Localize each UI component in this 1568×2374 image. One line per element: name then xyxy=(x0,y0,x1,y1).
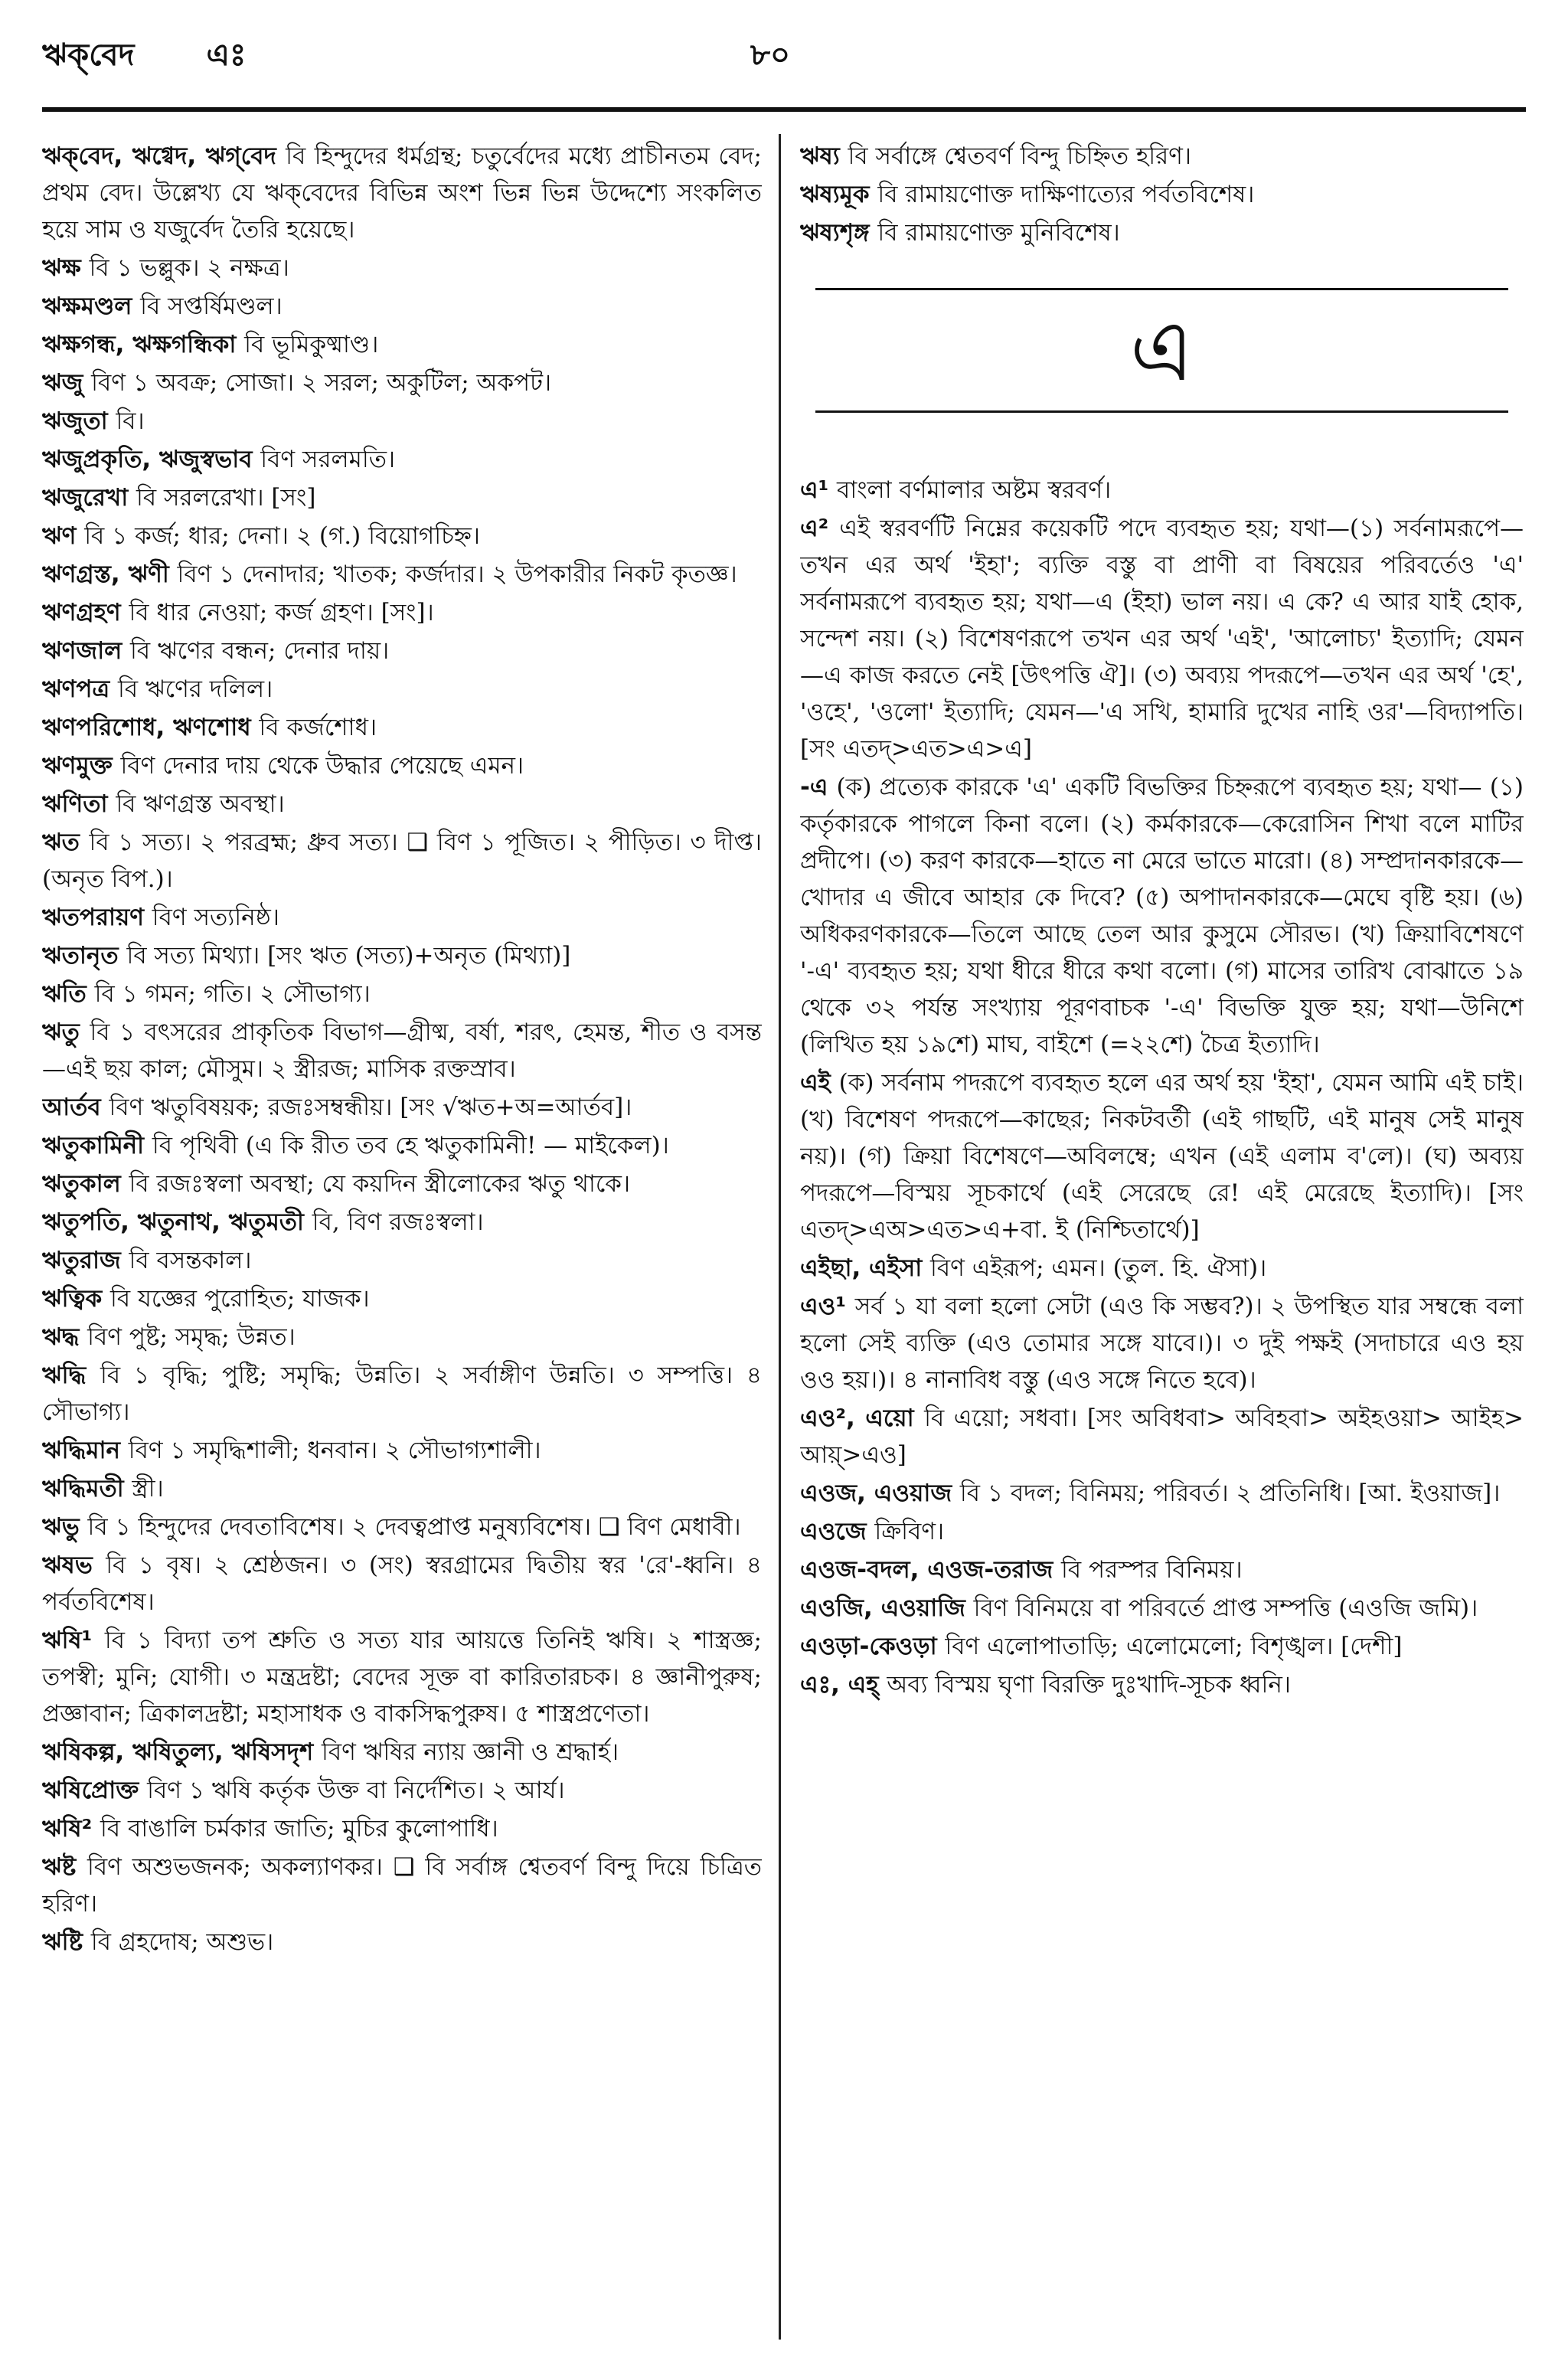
entry-definition: বি সরলরেখা। [সং] xyxy=(136,484,316,512)
entry-headword: ঋষ্যমূক xyxy=(800,181,870,208)
dictionary-entry xyxy=(42,976,762,1012)
dictionary-entry xyxy=(42,250,762,286)
entry-headword: ঋতুকামিনী xyxy=(42,1132,145,1159)
entry-headword: এঃ, এহ্ xyxy=(800,1671,879,1699)
dictionary-entry xyxy=(800,1400,1524,1473)
dictionary-entry xyxy=(42,1204,762,1241)
dictionary-entry xyxy=(42,937,762,974)
dictionary-entry xyxy=(42,1014,762,1087)
entry-headword: ঋষভ xyxy=(42,1552,93,1579)
entry-definition: বি ১ কর্জ; ধার; দেনা। ২ (গ.) বিয়োগচিহ্ন। xyxy=(84,522,480,550)
entry-definition: বি ঋণের দলিল। xyxy=(118,675,273,703)
entry-headword: এও¹ xyxy=(800,1293,846,1320)
entry-headword: ঋণ xyxy=(42,522,77,550)
entry-headword: ঋতুকাল xyxy=(42,1170,121,1198)
entry-definition: বি ১ বৎসরের প্রাকৃতিক বিভাগ—গ্রীষ্ম, বর্ষা, শরৎ, হেমন্ত, শীত ও বসন্ত—এই ছয় কাল; মৌসুম। ২ স্ত্রীরজ; মাসিক রক্তস্রাব। xyxy=(42,1019,762,1083)
entry-headword: ঋণিতা xyxy=(42,790,108,818)
entry-headword: ঋষ্য xyxy=(800,142,840,170)
dictionary-entry xyxy=(42,1810,762,1847)
dictionary-entry xyxy=(42,633,762,669)
entry-definition: বিণ এলোপাতাড়ি; এলোমেলো; বিশৃঙ্খল। [দেশী] xyxy=(945,1633,1403,1660)
entry-definition: বিণ এইরূপ; এমন। (তুল. হি. ঐসা)। xyxy=(930,1254,1267,1282)
entry-definition: বি পৃথিবী (এ কি রীত তব হে ঋতুকামিনী! — মাইকেল)। xyxy=(152,1132,669,1159)
dictionary-entry xyxy=(42,671,762,708)
entry-definition: বি ১ ভল্লুক। ২ নক্ষত্র। xyxy=(89,254,289,282)
entry-definition: বি ১ সত্য। ২ পরব্রহ্ম; ধ্রুব সত্য। ❑ বিণ ১ পূজিত। ২ পীড়িত। ৩ দীপ্ত। (অনৃত বিপ.)। xyxy=(42,829,762,893)
entry-headword: ঋভু xyxy=(42,1513,80,1541)
dictionary-entry xyxy=(42,709,762,746)
entry-headword: আর্তব xyxy=(42,1094,101,1121)
dictionary-entry xyxy=(42,1849,762,1922)
entry-definition: বি রামায়ণোক্ত মুনিবিশেষ। xyxy=(877,219,1120,247)
dictionary-entry xyxy=(42,1242,762,1279)
entry-definition: বি ১ বদল; বিনিময়; পরিবর্ত। ২ প্রতিনিধি। [আ. ইওয়াজ]। xyxy=(959,1480,1501,1507)
page-header xyxy=(42,21,1526,98)
entry-headword: এওজে xyxy=(800,1518,867,1545)
entry-headword: ঋক্‌বেদ, ঋগ্বেদ, ঋগ্‌বেদ xyxy=(42,142,276,170)
dictionary-entry xyxy=(800,1064,1524,1248)
dictionary-entry xyxy=(42,747,762,784)
dictionary-entry xyxy=(42,1622,762,1732)
entry-headword: ঋণপত্র xyxy=(42,675,110,703)
entry-headword: ঋণগ্রস্ত, ঋণী xyxy=(42,561,169,588)
dictionary-entry xyxy=(800,769,1524,1063)
dictionary-entry xyxy=(800,138,1524,175)
entry-definition: বি ১ বৃদ্ধি; পুষ্টি; সমৃদ্ধি; উন্নতি। ২ সর্বাঙ্গীণ উন্নতি। ৩ সম্পত্তি। ৪ সৌভাগ্য। xyxy=(42,1362,762,1426)
left-column xyxy=(42,138,762,2343)
entry-definition: বিণ ১ দেনাদার; খাতক; কর্জদার। ২ উপকারীর নিকট কৃতজ্ঞ। xyxy=(177,561,737,588)
entry-headword: ঋতু xyxy=(42,1019,80,1046)
entry-headword: ঋক্ষগন্ধ, ঋক্ষগন্ধিকা xyxy=(42,331,237,358)
entry-headword: ঋদ্ধ xyxy=(42,1323,80,1351)
entry-headword: এওড়া-কেওড়া xyxy=(800,1633,937,1660)
right-column-bottom-entries xyxy=(800,472,1524,1703)
entry-headword: এওজ-বদল, এওজ-তরাজ xyxy=(800,1556,1054,1584)
entry-headword: ঋষিপ্রোক্ত xyxy=(42,1777,139,1804)
entry-headword: ঋক্ষমণ্ডল xyxy=(42,293,132,320)
entry-definition: বি। xyxy=(116,407,145,435)
dictionary-entry xyxy=(42,1547,762,1620)
entry-headword: ঋজুরেখা xyxy=(42,484,129,512)
entry-definition: বি পরস্পর বিনিময়। xyxy=(1061,1556,1243,1584)
entry-headword: ঋণজাল xyxy=(42,637,122,665)
section-rule-bottom xyxy=(815,410,1508,413)
entry-headword: ঋদ্ধিমান xyxy=(42,1437,120,1464)
entry-headword: ঋতুপতি, ঋতুনাথ, ঋতুমতী xyxy=(42,1208,304,1236)
guide-word-last: এঃ xyxy=(206,37,247,73)
page-number: ৮০ xyxy=(750,37,790,73)
entry-definition: বিণ ১ অবক্র; সোজা। ২ সরল; অকুটিল; অকপট। xyxy=(91,369,552,397)
entry-headword: ঋণগ্রহণ xyxy=(42,599,121,626)
dictionary-entry xyxy=(800,1628,1524,1665)
entry-definition: স্ত্রী। xyxy=(132,1475,164,1503)
entry-headword: এইছা, এইসা xyxy=(800,1254,923,1282)
dictionary-entry xyxy=(42,1166,762,1202)
dictionary-entry xyxy=(800,176,1524,213)
entry-headword: ঋত্বিক xyxy=(42,1285,103,1313)
entry-definition: বাংলা বর্ণমালার অষ্টম স্বরবর্ণ। xyxy=(836,476,1112,504)
entry-headword: ঋষি² xyxy=(42,1815,93,1843)
dictionary-entry xyxy=(42,1280,762,1317)
entry-definition: বি যজ্ঞের পুরোহিত; যাজক। xyxy=(110,1285,370,1313)
dictionary-entry xyxy=(800,1288,1524,1398)
entry-definition: বিণ সরলমতি। xyxy=(260,446,396,473)
dictionary-entry xyxy=(42,1319,762,1355)
column-divider xyxy=(779,134,781,2340)
entry-definition: বি রজঃস্বলা অবস্থা; যে কয়দিন স্ত্রীলোকের ঋতু থাকে। xyxy=(129,1170,631,1198)
entry-headword: ঋষ্যশৃঙ্গ xyxy=(800,219,870,247)
entry-definition: বি বসন্তকাল। xyxy=(129,1247,252,1274)
dictionary-entry xyxy=(800,214,1524,251)
entry-headword: ঋদ্ধিমতী xyxy=(42,1475,124,1503)
entry-definition: বি ১ বৃষ। ২ শ্রেষ্ঠজন। ৩ (সং) স্বরগ্রামের দ্বিতীয় স্বর 'রে'-ধ্বনি। ৪ পর্বতবিশেষ। xyxy=(42,1552,762,1616)
entry-definition: বি ঋণের বন্ধন; দেনার দায়। xyxy=(130,637,390,665)
entry-headword: ঋতুরাজ xyxy=(42,1247,121,1274)
entry-headword: এও², এয়ো xyxy=(800,1404,914,1432)
entry-definition: বিণ সত্যনিষ্ঠ। xyxy=(152,904,279,931)
dictionary-entry xyxy=(800,1666,1524,1703)
entry-definition: বি সর্বাঙ্গে শ্বেতবর্ণ বিন্দু চিহ্নিত হরিণ। xyxy=(848,142,1192,170)
entry-headword: ঋষ্ট xyxy=(42,1853,77,1881)
entry-definition: বি রামায়ণোক্ত দাক্ষিণাত্যের পর্বতবিশেষ। xyxy=(877,181,1255,208)
entry-headword: এওজি, এওয়াজি xyxy=(800,1594,965,1622)
entry-definition: বিণ ঋষির ন্যায় জ্ঞানী ও শ্রদ্ধার্হ। xyxy=(322,1738,619,1766)
entry-headword: ঋষ্টি xyxy=(42,1928,83,1956)
entry-definition: সর্ব ১ যা বলা হলো সেটা (এও কি সম্ভব?)। ২ উপস্থিত যার সম্বন্ধে বলা হলো সেই ব্যক্তি (এও তোমার সঙ্গে যাবে।)। ৩ দুই পক্ষই (সদাচারে এও হয় ওও হয়।)। ৪ নানাবিধ বস্তু (এও সঙ্গে নিতে হবে)। xyxy=(800,1293,1524,1394)
entry-headword: ঋতি xyxy=(42,980,87,1008)
guide-words xyxy=(42,31,307,82)
entry-definition: বি গ্রহদোষ; অশুভ। xyxy=(90,1928,274,1956)
dictionary-entry xyxy=(42,288,762,325)
entry-headword: এ² xyxy=(800,515,829,542)
dictionary-entry xyxy=(42,899,762,936)
entry-definition: (ক) প্রত্যেক কারকে 'এ' একটি বিভক্তির চিহ্নরূপে ব্যবহৃত হয়; যথা— (১) কর্তৃকারকে পাগলে কিনা বলে। (২) কর্মকারকে—কেরোসিন শিখা বলে মাটির প্রদীপে। (৩) করণ কারকে—হাতে না মেরে ভাতে মারো। (৪) সম্প্রদানকারকে—খোদার এ জীবে আহার কে দিবে? (৫) অপাদানকারকে—মেঘে বৃষ্টি হয়। (৬) অধিকরণকারকে—তিলে আছে তেল আর কুসুমে সৌরভ। (খ) ক্রিয়াবিশেষণে '-এ' ব্যবহৃত হয়; যথা ধীরে ধীরে কথা বলো। (গ) মাসের তারিখ বোঝাতে ১৯ থেকে ৩২ পর্যন্ত সংখ্যায় পূরণবাচক '-এ' বিভক্তি যুক্ত হয়; যথা—উনিশে (লিখিত হয় ১৯শে) মাঘ, বাইশে (=২২শে) চৈত্র ইত্যাদি। xyxy=(800,773,1524,1058)
entry-definition: বি ১ গমন; গতি। ২ সৌভাগ্য। xyxy=(94,980,371,1008)
entry-definition: বি ভূমিকুষ্মাণ্ড। xyxy=(244,331,379,358)
entry-definition: বিণ ১ ঋষি কর্তৃক উক্ত বা নির্দেশিত। ২ আর্য। xyxy=(147,1777,565,1804)
dictionary-entry xyxy=(42,518,762,554)
entry-headword: ঋজু xyxy=(42,369,83,397)
header-rule xyxy=(42,107,1526,112)
entry-definition: বিণ পুষ্ট; সমৃদ্ধ; উন্নত। xyxy=(87,1323,296,1351)
dictionary-entry xyxy=(42,1432,762,1469)
dictionary-entry xyxy=(42,1357,762,1431)
entry-headword: ঋত xyxy=(42,829,80,856)
entry-definition: বি বাঙালি চর্মকার জাতি; মুচির কুলোপাধি। xyxy=(100,1815,498,1843)
entry-definition: বি এয়ো; সধবা। [সং অবিধবা> অবিহবা> অইহওয়া> আইহ> আয়্>এও] xyxy=(800,1404,1524,1469)
dictionary-entry xyxy=(42,1127,762,1164)
right-column-top-entries xyxy=(800,138,1524,251)
section-rule-top xyxy=(815,288,1508,290)
dictionary-entry xyxy=(42,365,762,401)
entry-definition: বি ঋণগ্রস্ত অবস্থা। xyxy=(116,790,285,818)
entry-headword: -এ xyxy=(800,773,828,801)
entry-headword: ঋক্ষ xyxy=(42,254,81,282)
dictionary-entry xyxy=(42,594,762,631)
entry-definition: ক্রিবিণ। xyxy=(874,1518,945,1545)
section-letter: এ xyxy=(1129,302,1194,400)
entry-definition: বি ১ হিন্দুদের দেবতাবিশেষ। ২ দেবত্বপ্রাপ্ত মনুষ্যবিশেষ। ❑ বিণ মেধাবী। xyxy=(87,1513,741,1541)
dictionary-entry xyxy=(42,441,762,478)
dictionary-entry xyxy=(42,786,762,822)
dictionary-entry xyxy=(42,1509,762,1545)
dictionary-entry xyxy=(42,1470,762,1507)
right-column xyxy=(800,138,1524,2343)
dictionary-entry xyxy=(800,510,1524,767)
entry-headword: ঋজুপ্রকৃতি, ঋজুস্বভাব xyxy=(42,446,253,473)
entry-headword: এই xyxy=(800,1069,831,1097)
entry-definition: বি সপ্তর্ষিমণ্ডল। xyxy=(140,293,283,320)
guide-word-first: ঋক্‌বেদ xyxy=(42,37,135,73)
entry-definition: বি ধার নেওয়া; কর্জ গ্রহণ। [সং]। xyxy=(129,599,434,626)
entry-headword: ঋণপরিশোধ, ঋণশোধ xyxy=(42,714,251,741)
dictionary-entry xyxy=(800,1475,1524,1512)
entry-headword: ঋষিকল্প, ঋষিতুল্য, ঋষিসদৃশ xyxy=(42,1738,314,1766)
entry-definition: বিণ দেনার দায় থেকে উদ্ধার পেয়েছে এমন। xyxy=(120,752,524,780)
entry-headword: এ¹ xyxy=(800,476,829,504)
entry-definition: বি ১ বিদ্যা তপ শ্রুতি ও সত্য যার আয়ত্তে তিনিই ঋষি। ২ শাস্ত্রজ্ঞ; তপস্বী; মুনি; যোগী। ৩ মন্ত্রদ্রষ্টা; বেদের সূক্ত বা কারিতারচক। ৪ জ্ঞানীপুরুষ; প্রজ্ঞাবান; ত্রিকালদ্রষ্টা; মহাসাধক ও বাকসিদ্ধপুরুষ। ৫ শাস্ত্রপ্রণেতা। xyxy=(42,1627,762,1728)
entry-definition: এই স্বরবর্ণটি নিম্নের কয়েকটি পদে ব্যবহৃত হয়; যথা—(১) সর্বনামরূপে—তখন এর অর্থ 'ইহা'; ব্যক্তি বস্তু বা প্রাণী বা বিষয়ের পরিবর্তেও 'এ' সর্বনামরূপে ব্যবহৃত হয়; যথা—এ (ইহা) ভাল নয়। এ কে? এ আর যাই হোক, সন্দেশ নয়। (২) বিশেষণরূপে তখন এর অর্থ 'এই', 'আলোচ্য' ইত্যাদি; যেমন—এ কাজ করতে নেই [উৎপত্তি ঐ]। (৩) অব্যয় পদরূপে—তখন এর অর্থ 'হে', 'ওহে', 'ওলো' ইত্যাদি; যেমন—'এ সখি, হামারি দুখের নাহি ওর'—বিদ্যাপতি। [সং এতদ্>এত>এ>এ] xyxy=(800,515,1524,763)
entry-headword: ঋজুতা xyxy=(42,407,108,435)
dictionary-entry xyxy=(42,479,762,516)
dictionary-entry xyxy=(42,1089,762,1126)
entry-definition: (ক) সর্বনাম পদরূপে ব্যবহৃত হলে এর অর্থ হয় 'ইহা', যেমন আমি এই চাই। (খ) বিশেষণ পদরূপে—কাছের; নিকটবর্তী (এই গাছটি, এই মানুষ সেই মানুষ নয়)। (গ) ক্রিয়া বিশেষণে—অবিলম্বে; এখন (এই এলাম ব'লে)। (ঘ) অব্যয় পদরূপে—বিস্ময় সূচকার্থে (এই সেরেছে রে! এই মেরেছে ইত্যাদি)। [সং এতদ্>এঅ>এত>এ+বা. ই (নিশ্চিতার্থে)] xyxy=(800,1069,1524,1244)
entry-definition: অব্য বিস্ময় ঘৃণা বিরক্তি দুঃখাদি-সূচক ধ্বনি। xyxy=(887,1671,1291,1699)
dictionary-entry xyxy=(42,326,762,363)
entry-definition: বিণ বিনিময়ে বা পরিবর্তে প্রাপ্ত সম্পত্তি (এওজি জমি)। xyxy=(973,1594,1478,1622)
entry-definition: বি কর্জশোধ। xyxy=(259,714,377,741)
dictionary-entry xyxy=(800,1590,1524,1627)
section-heading xyxy=(800,288,1524,426)
entry-headword: ঋণমুক্ত xyxy=(42,752,113,780)
entry-headword: ঋতপরায়ণ xyxy=(42,904,144,931)
dictionary-entry xyxy=(42,138,762,248)
entry-headword: এওজ, এওয়াজ xyxy=(800,1480,952,1507)
entry-definition: বি সত্য মিথ্যা। [সং ঋত (সত্য)+অনৃত (মিথ্যা)] xyxy=(126,942,571,970)
dictionary-entry xyxy=(42,403,762,440)
entry-definition: বিণ ১ সমৃদ্ধিশালী; ধনবান। ২ সৌভাগ্যশালী। xyxy=(128,1437,541,1464)
entry-headword: ঋতানৃত xyxy=(42,942,119,970)
dictionary-entry xyxy=(800,1552,1524,1588)
entry-definition: বি, বিণ রজঃস্বলা। xyxy=(312,1208,484,1236)
dictionary-entry xyxy=(42,1772,762,1809)
entry-definition: বিণ অশুভজনক; অকল্যাণকর। ❑ বি সর্বাঙ্গ শ্বেতবর্ণ বিন্দু দিয়ে চিত্রিত হরিণ। xyxy=(42,1853,762,1918)
dictionary-entry xyxy=(42,1924,762,1960)
entry-headword: ঋষি¹ xyxy=(42,1627,93,1654)
entry-definition: বি হিন্দুদের ধর্মগ্রন্থ; চতুর্বেদের মধ্যে প্রাচীনতম বেদ; প্রথম বেদ। উল্লেখ্য যে ঋক্‌বেদের বিভিন্ন অংশ ভিন্ন ভিন্ন উদ্দেশ্যে সংকলিত হয়ে সাম ও যজুর্বেদ তৈরি হয়েছে। xyxy=(42,142,762,244)
dictionary-entry xyxy=(800,1250,1524,1287)
dictionary-entry xyxy=(800,472,1524,508)
dictionary-entry xyxy=(42,824,762,898)
entry-definition: বিণ ঋতুবিষয়ক; রজঃসম্বন্ধীয়। [সং √ঋত+অ=আর্তব]। xyxy=(109,1094,632,1121)
entry-headword: ঋদ্ধি xyxy=(42,1362,87,1389)
dictionary-entry xyxy=(42,556,762,593)
dictionary-entry xyxy=(42,1734,762,1771)
dictionary-entry xyxy=(800,1513,1524,1550)
